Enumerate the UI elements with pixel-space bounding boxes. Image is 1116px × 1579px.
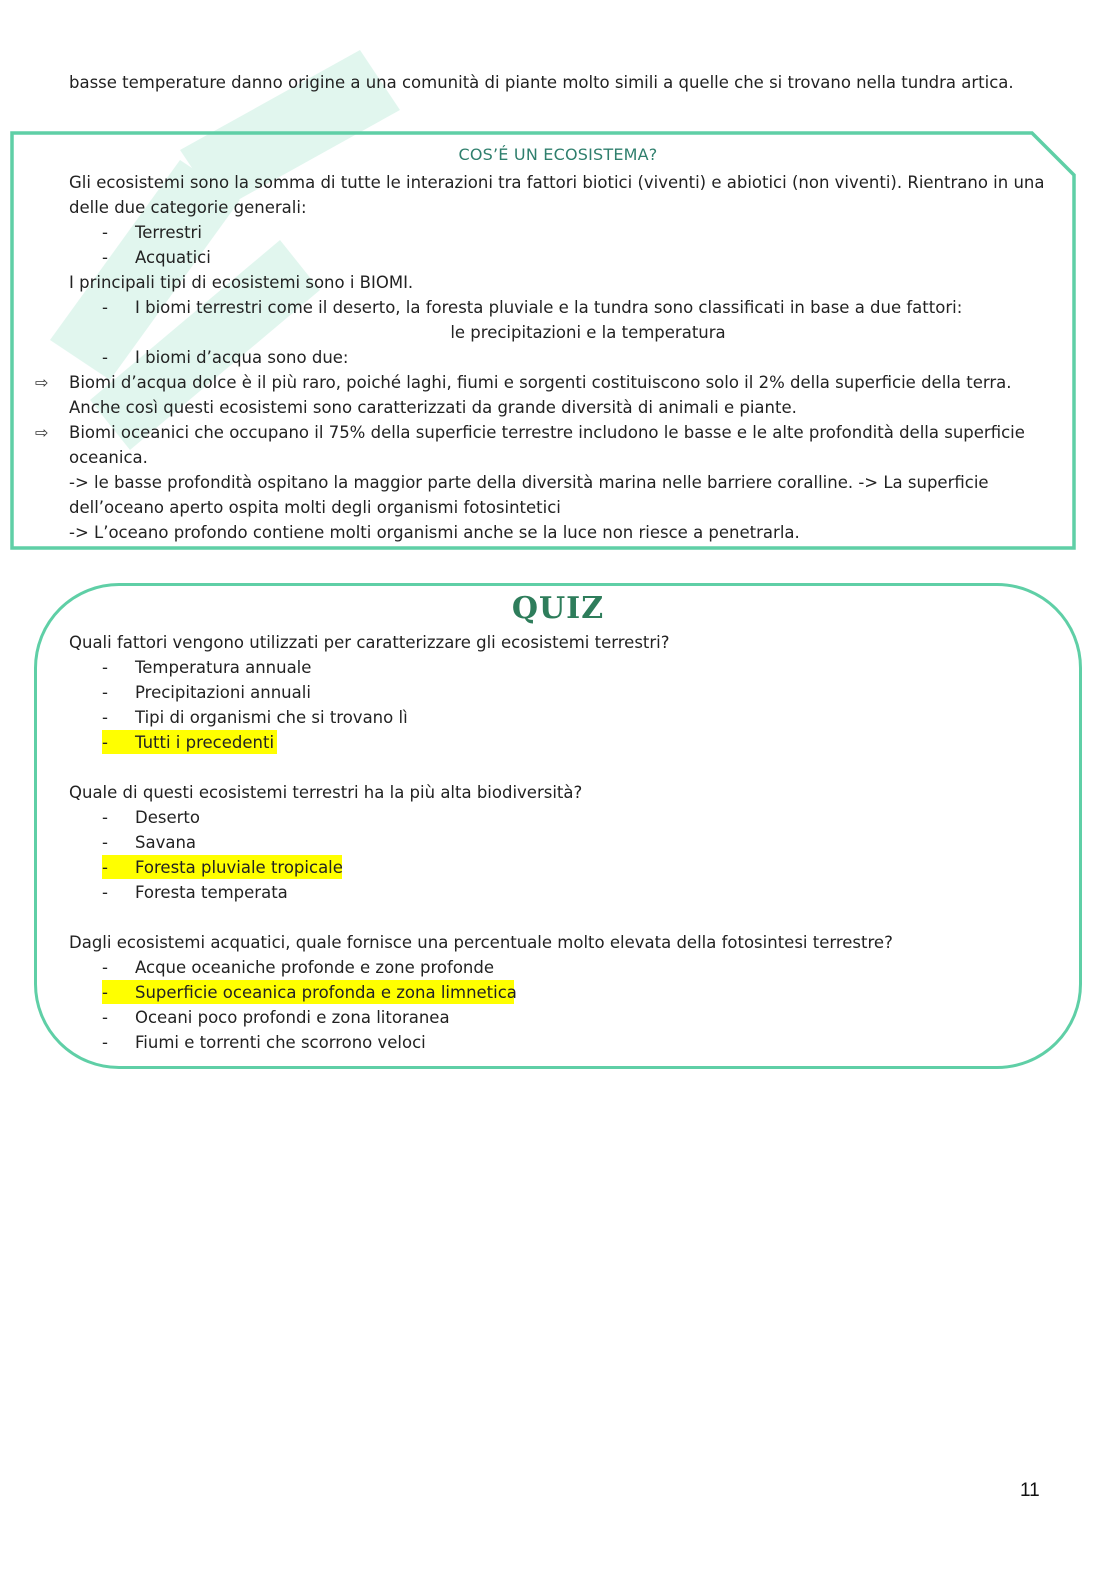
quiz-option: Fiumi e torrenti che scorrono veloci [135, 1033, 426, 1052]
list-dash: - [102, 1033, 108, 1052]
category-terrestrial: Terrestri [135, 223, 202, 242]
ocean-line5: -> L’oceano profondo contiene molti organismi anche se la luce non riesce a penetrarla. [69, 523, 800, 542]
arrow-bullet-icon: ⇨ [35, 373, 49, 392]
list-dash: - [102, 1008, 108, 1027]
quiz-option: Savana [135, 833, 197, 852]
freshwater-line1: Biomi d’acqua dolce è il più raro, poiché laghi, fiumi e sorgenti costituiscono solo il 2% della superficie della terra. [69, 373, 1012, 392]
category-aquatic: Acquatici [135, 248, 211, 267]
quiz-option: Deserto [135, 808, 200, 827]
ocean-line1: Biomi oceanici che occupano il 75% della superficie terrestre includono le basse e le alte profondità della superficie [69, 423, 1025, 442]
list-dash: - [102, 708, 108, 727]
list-dash: - [102, 298, 108, 317]
list-dash: - [102, 808, 108, 827]
list-dash: - [102, 248, 108, 267]
quiz-question-1: Quali fattori vengono utilizzati per caratterizzare gli ecosistemi terrestri? [69, 633, 670, 652]
quiz-correct-option: Tutti i precedenti [135, 733, 275, 752]
quiz-question-2: Quale di questi ecosistemi terrestri ha la più alta biodiversità? [69, 783, 583, 802]
quiz-title: QUIZ [511, 591, 605, 626]
freshwater-line2: Anche così questi ecosistemi sono caratterizzati da grande diversità di animali e piante. [69, 398, 797, 417]
quiz-option: Acque oceaniche profonde e zone profonde [135, 958, 494, 977]
quiz-correct-option: Foresta pluviale tropicale [135, 858, 343, 877]
water-biomes-bullet: I biomi d’acqua sono due: [135, 348, 349, 367]
ocean-line4: dell’oceano aperto ospita molti degli organismi fotosintetici [69, 498, 561, 517]
quiz-option: Tipi di organismi che si trovano lì [135, 708, 408, 727]
list-dash: - [102, 858, 108, 877]
quiz-option: Precipitazioni annuali [135, 683, 311, 702]
ecosystem-p2: I principali tipi di ecosistemi sono i BIOMI. [69, 273, 414, 292]
list-dash: - [102, 223, 108, 242]
list-dash: - [102, 733, 108, 752]
page-number: 11 [1020, 1480, 1040, 1501]
ocean-line3: -> le basse profondità ospitano la maggior parte della diversità marina nelle barriere coralline. -> La superficie [69, 473, 989, 492]
ecosystem-p1-line2: delle due categorie generali: [69, 198, 307, 217]
list-dash: - [102, 983, 108, 1002]
list-dash: - [102, 658, 108, 677]
terrestrial-biomes-bullet: I biomi terrestri come il deserto, la foresta pluviale e la tundra sono classificati in base a due fattori: [135, 298, 963, 317]
quiz-option: Foresta temperata [135, 883, 288, 902]
list-dash: - [102, 683, 108, 702]
ecosystem-p1-line1: Gli ecosistemi sono la somma di tutte le interazioni tra fattori biotici (viventi) e abiotici (non viventi). Rientrano in una [69, 173, 1045, 192]
ocean-line2: oceanica. [69, 448, 148, 467]
list-dash: - [102, 958, 108, 977]
list-dash: - [102, 883, 108, 902]
quiz-correct-option: Superficie oceanica profonda e zona limnetica [135, 983, 517, 1002]
ecosystem-title: COS’É UN ECOSISTEMA? [458, 145, 658, 164]
list-dash: - [102, 833, 108, 852]
quiz-option: Temperatura annuale [135, 658, 312, 677]
quiz-option: Oceani poco profondi e zona litoranea [135, 1008, 450, 1027]
intro-text: basse temperature danno origine a una comunità di piante molto simili a quelle che si trovano nella tundra artica. [69, 73, 1014, 92]
terrestrial-factors: le precipitazioni e la temperatura [450, 323, 726, 342]
quiz-question-3: Dagli ecosistemi acquatici, quale fornisce una percentuale molto elevata della fotosintesi terrestre? [69, 933, 893, 952]
list-dash: - [102, 348, 108, 367]
arrow-bullet-icon: ⇨ [35, 423, 49, 442]
